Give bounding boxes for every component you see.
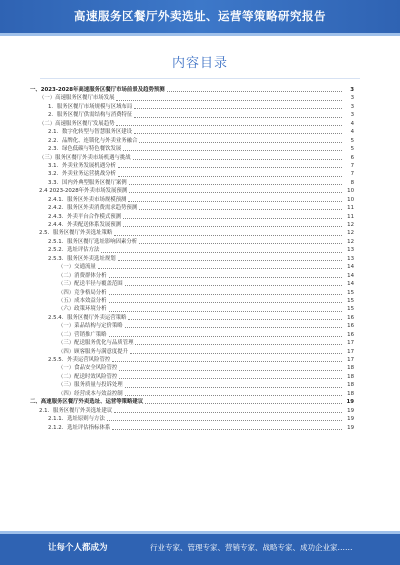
toc-entry-title: 2.5.1．服务区餐厅选址影响因素分析 <box>48 238 138 245</box>
toc-leader-dots <box>109 277 342 278</box>
toc-page-number: 13 <box>347 255 354 262</box>
toc-entry-title: 3.1．外卖业务发展机遇分析 <box>48 162 116 169</box>
toc-page-number: 18 <box>347 373 354 380</box>
toc-entry[interactable] <box>30 424 354 432</box>
toc-leader-dots <box>109 294 342 295</box>
toc-entry-title: 2.5.5．外卖运营风险管控 <box>48 357 111 363</box>
toc-entry[interactable] <box>30 94 354 102</box>
toc-page-number: 17 <box>347 357 354 363</box>
toc-entry[interactable] <box>30 213 354 221</box>
toc-page-number: 3 <box>350 95 354 102</box>
toc-page-number: 15 <box>347 297 354 304</box>
toc-entry[interactable] <box>30 305 354 313</box>
toc-entry-title: （三）服务质量与投诉处理 <box>58 382 123 389</box>
toc-leader-dots <box>109 302 342 303</box>
toc-leader-dots <box>125 395 342 396</box>
toc-leader-dots <box>139 209 342 210</box>
toc-leader-dots <box>109 336 342 337</box>
toc-entry[interactable] <box>30 154 354 162</box>
toc-entry-title: 2.4.3．外卖平台合作模式预测 <box>48 213 122 220</box>
toc-leader-dots <box>123 226 342 227</box>
toc-page-number: 10 <box>347 188 354 195</box>
toc-entry-title: （四）顾客服务与满意度提升 <box>58 348 129 355</box>
toc-leader-dots <box>123 150 342 151</box>
toc-entry[interactable] <box>30 255 354 263</box>
toc-entry-title: 一、2023-2028年高速服务区餐厅市场前景及趋势预测 <box>30 87 165 93</box>
toc-entry[interactable] <box>30 170 354 178</box>
toc-entry-title: （二）消费群体分析 <box>58 272 107 279</box>
toc-entry-title: （五）成本效益分析 <box>58 297 107 304</box>
footer-slogan: 行业专家、管理专家、营销专家、战略专家、成功企业家…… <box>150 543 353 552</box>
toc-leader-dots <box>123 218 342 219</box>
toc-entry[interactable] <box>30 314 354 322</box>
toc-page-number: 15 <box>347 306 354 313</box>
toc-page-number: 19 <box>347 407 354 414</box>
toc-entry[interactable] <box>30 356 354 364</box>
toc-page-number: 10 <box>347 196 354 203</box>
toc-page-number: 13 <box>347 247 354 254</box>
toc-entry[interactable] <box>30 373 354 381</box>
toc-page-number: 15 <box>347 289 354 296</box>
toc-entry-title: 2.1．服务区餐厅外卖选址建议 <box>39 407 113 414</box>
toc-entry-title: （二）配送时效风险管控 <box>58 373 118 380</box>
toc-leader-dots <box>134 133 342 134</box>
toc-entry-title: 2.4 2023-2028年外卖市场发展预测 <box>39 188 128 195</box>
page-title: 高速服务区餐厅外卖选址、运营等策略研究报告 <box>74 9 326 23</box>
toc-page-number: 5 <box>350 146 354 153</box>
toc-leader-dots <box>139 243 342 244</box>
footer-stripe <box>0 531 400 534</box>
table-of-contents <box>30 86 354 432</box>
toc-entry[interactable] <box>30 297 354 305</box>
toc-entry-title: 2.4.1．服务区外卖市场规模预测 <box>48 196 127 203</box>
toc-leader-dots <box>128 201 342 202</box>
toc-entry-title: （三）配送服务优化与品质管理 <box>58 340 134 347</box>
toc-entry[interactable] <box>30 196 354 204</box>
toc-entry[interactable] <box>30 103 354 111</box>
toc-page-number: 17 <box>347 340 354 347</box>
toc-page-number: 3 <box>350 103 354 110</box>
toc-entry-title: （三）服务区餐厅外卖市场机遇与挑战 <box>39 154 131 161</box>
toc-entry-title: 2.5.2．选址评估方法 <box>48 247 100 254</box>
toc-entry[interactable] <box>30 204 354 212</box>
toc-leader-dots <box>135 344 342 345</box>
toc-entry-title: 1．服务区餐厅市场规模与区域布局 <box>48 103 133 110</box>
toc-page-number: 3 <box>350 112 354 119</box>
toc-entry-title: 2.4.2．服务区外卖消费需求趋势预测 <box>48 205 138 212</box>
toc-entry[interactable] <box>30 246 354 254</box>
toc-page-number: 16 <box>347 323 354 330</box>
toc-entry[interactable] <box>30 229 354 237</box>
toc-page-number: 19 <box>347 416 354 423</box>
toc-entry-title: （二）营销推广策略 <box>58 331 107 338</box>
footer-brand: 让每个人都成为 <box>48 543 108 553</box>
toc-page-number: 14 <box>347 264 354 271</box>
toc-page-number: 16 <box>347 314 354 321</box>
toc-heading: 内容目录 <box>171 56 228 71</box>
toc-page-number: 19 <box>346 399 354 406</box>
toc-leader-dots <box>167 91 342 92</box>
toc-entry[interactable] <box>30 280 354 288</box>
toc-leader-dots <box>109 311 342 312</box>
toc-page-number: 11 <box>347 213 354 220</box>
toc-leader-dots <box>118 167 342 168</box>
toc-entry-title: （一）交通流量 <box>58 264 96 271</box>
toc-entry[interactable] <box>30 390 354 398</box>
toc-entry[interactable] <box>30 137 354 145</box>
toc-entry[interactable] <box>30 187 354 195</box>
toc-entry-title: （一）高速服务区餐厅市场发展 <box>39 95 115 102</box>
toc-leader-dots <box>119 370 342 371</box>
toc-page-number: 18 <box>347 390 354 397</box>
toc-leader-dots <box>119 378 342 379</box>
toc-entry[interactable] <box>30 331 354 339</box>
toc-page-number: 8 <box>350 179 354 186</box>
toc-entry[interactable] <box>30 263 354 271</box>
toc-entry[interactable] <box>30 289 354 297</box>
toc-leader-dots <box>134 117 342 118</box>
toc-entry-title: （一）食品安全风险管控 <box>58 365 118 372</box>
toc-entry[interactable] <box>30 339 354 347</box>
toc-entry-title: （二）高速服务区餐厅发展趋势 <box>39 120 115 127</box>
toc-page-number: 12 <box>347 230 354 237</box>
toc-page-number: 12 <box>347 222 354 228</box>
toc-entry-title: （四）竞争格局分析 <box>58 289 107 296</box>
toc-page-number: 18 <box>347 365 354 372</box>
toc-entry[interactable] <box>30 381 354 389</box>
toc-entry-title: （四）经营成本与效益控制 <box>58 390 123 397</box>
toc-entry[interactable] <box>30 179 354 187</box>
toc-entry-title: （六）政策环境分析 <box>58 306 107 313</box>
toc-leader-dots <box>125 285 342 286</box>
toc-entry-title: 2.5.4．服务区餐厅外卖运营策略 <box>48 314 127 321</box>
toc-leader-dots <box>114 412 342 413</box>
toc-entry-title: 3.2．外卖业务运营挑战分析 <box>48 171 116 178</box>
toc-entry[interactable] <box>30 221 354 229</box>
toc-page-number: 3 <box>350 87 354 93</box>
toc-page-number: 11 <box>347 205 354 212</box>
toc-entry[interactable] <box>30 415 354 423</box>
header-stripe <box>0 33 400 36</box>
toc-entry-title: 2.2．品牌化、连锁化与外卖业务融合 <box>48 137 138 144</box>
toc-entry[interactable] <box>30 162 354 170</box>
toc-entry-title: 二、高速服务区餐厅外卖选址、运营等策略建议 <box>30 399 144 406</box>
toc-leader-dots <box>129 192 342 193</box>
toc-leader-dots <box>133 159 342 160</box>
toc-leader-dots <box>112 429 342 430</box>
heading-divider <box>40 78 360 79</box>
toc-leader-dots <box>118 260 342 261</box>
toc-page-number: 6 <box>350 154 354 161</box>
toc-entry-title: （三）配送半径与覆盖范围 <box>58 281 123 288</box>
toc-entry[interactable] <box>30 322 354 330</box>
toc-entry[interactable] <box>30 128 354 136</box>
toc-page-number: 14 <box>347 272 354 279</box>
toc-entry-title: 2.1.1．选址原则与方法 <box>48 416 105 423</box>
toc-leader-dots <box>112 361 342 362</box>
toc-entry[interactable] <box>30 238 354 246</box>
toc-entry-title: 2.5.3．服务区外卖选址规划 <box>48 255 116 262</box>
toc-entry-title: 3.3．国内外典型服务区餐厅案例 <box>48 179 127 186</box>
toc-entry-title: 2．服务区餐厅供需结构与消费特征 <box>48 112 133 119</box>
toc-leader-dots <box>145 403 342 404</box>
toc-leader-dots <box>129 184 342 185</box>
toc-leader-dots <box>98 268 342 269</box>
toc-page-number: 16 <box>347 331 354 338</box>
toc-page-number: 19 <box>347 424 354 431</box>
toc-page-number: 4 <box>350 120 354 127</box>
toc-leader-dots <box>101 252 342 253</box>
toc-leader-dots <box>130 353 342 354</box>
toc-leader-dots <box>118 176 342 177</box>
toc-page-number: 17 <box>347 348 354 355</box>
toc-entry-title: 2.3．绿色低碳与特色餐饮发展 <box>48 146 122 153</box>
toc-entry[interactable] <box>30 145 354 153</box>
toc-entry[interactable] <box>30 272 354 280</box>
toc-leader-dots <box>125 387 342 388</box>
toc-entry-title: （一）菜品结构与定价策略 <box>58 323 123 330</box>
toc-entry[interactable] <box>30 86 354 94</box>
toc-entry[interactable] <box>30 348 354 356</box>
toc-entry[interactable] <box>30 364 354 372</box>
toc-leader-dots <box>128 319 342 320</box>
toc-leader-dots <box>134 108 342 109</box>
toc-page-number: 12 <box>347 238 354 245</box>
toc-page-number: 14 <box>347 281 354 288</box>
toc-entry[interactable] <box>30 407 354 415</box>
toc-page-number: 18 <box>347 382 354 389</box>
toc-leader-dots <box>139 142 342 143</box>
toc-entry-title: 2.5．服务区餐厅外卖选址策略 <box>39 230 113 237</box>
toc-entry[interactable] <box>30 398 354 406</box>
toc-leader-dots <box>107 420 342 421</box>
toc-entry[interactable] <box>30 111 354 119</box>
toc-leader-dots <box>116 125 342 126</box>
toc-page-number: 5 <box>350 137 354 144</box>
toc-page-number: 7 <box>350 171 354 178</box>
toc-entry[interactable] <box>30 120 354 128</box>
toc-leader-dots <box>114 235 342 236</box>
toc-leader-dots <box>125 327 342 328</box>
toc-leader-dots <box>116 100 342 101</box>
toc-entry-title: 2.1.2．选址评估指标体系 <box>48 424 111 431</box>
toc-entry-title: 2.1．数字化转型与智慧服务区建设 <box>48 129 133 136</box>
toc-page-number: 4 <box>350 129 354 136</box>
toc-entry-title: 2.4.4．外卖配送体系发展预测 <box>48 222 122 228</box>
toc-page-number: 7 <box>350 162 354 169</box>
